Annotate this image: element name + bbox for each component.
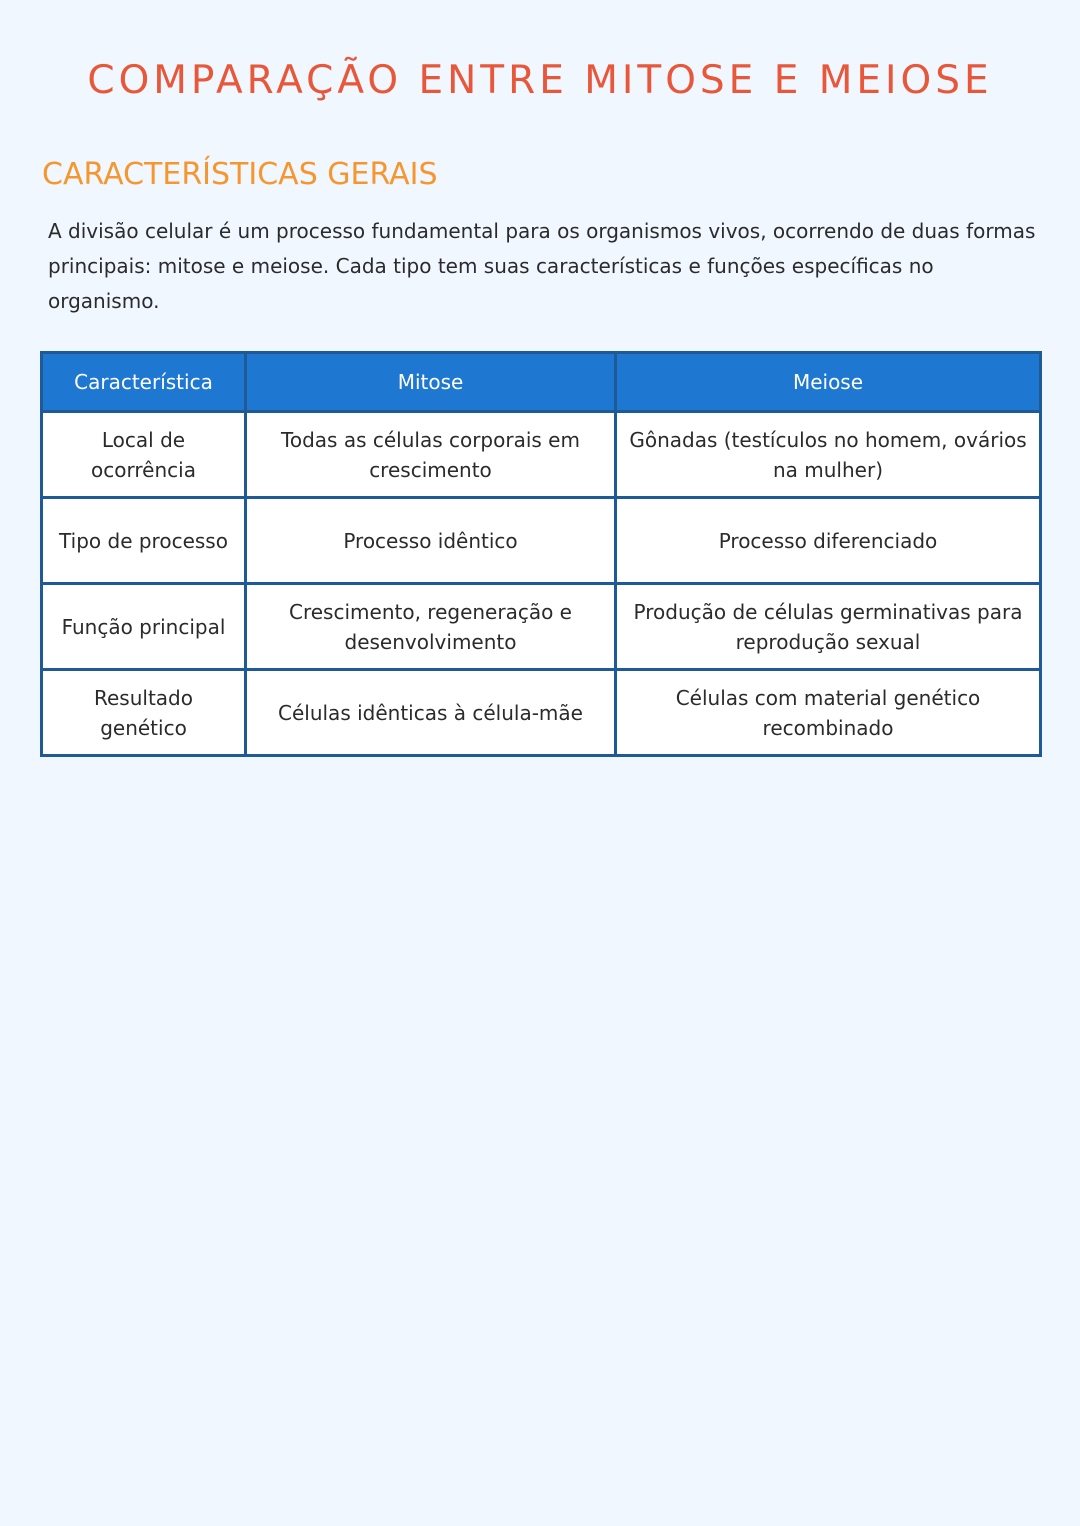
comparison-table bbox=[40, 351, 1042, 757]
meiose-cell: Gônadas (testículos no homem, ovários na mulher) bbox=[616, 412, 1041, 498]
mitose-cell: Células idênticas à célula-mãe bbox=[246, 670, 616, 756]
page-title: COMPARAÇÃO ENTRE MITOSE E MEIOSE bbox=[87, 58, 993, 103]
header-caracteristica: Característica bbox=[42, 353, 246, 412]
row-label: Função principal bbox=[42, 584, 246, 670]
meiose-cell: Processo diferenciado bbox=[616, 498, 1041, 584]
row-label: Local de ocorrência bbox=[42, 412, 246, 498]
table-header-row bbox=[42, 353, 1041, 412]
mitose-cell: Processo idêntico bbox=[246, 498, 616, 584]
meiose-cell: Células com material genético recombinado bbox=[616, 670, 1041, 756]
header-meiose: Meiose bbox=[616, 353, 1041, 412]
table-row bbox=[42, 412, 1041, 498]
table-row bbox=[42, 584, 1041, 670]
meiose-cell: Produção de células germinativas para reprodução sexual bbox=[616, 584, 1041, 670]
table-row bbox=[42, 498, 1041, 584]
row-label: Tipo de processo bbox=[42, 498, 246, 584]
row-label: Resultado genético bbox=[42, 670, 246, 756]
intro-paragraph: A divisão celular é um processo fundamental para os organismos vivos, ocorrendo de duas formas principais: mitose e meiose. Cada tipo tem suas características e funções específicas no organismo. bbox=[48, 219, 1036, 313]
section-heading: CARACTERÍSTICAS GERAIS bbox=[42, 157, 438, 192]
table-row bbox=[42, 670, 1041, 756]
mitose-cell: Crescimento, regeneração e desenvolvimento bbox=[246, 584, 616, 670]
mitose-cell: Todas as células corporais em crescimento bbox=[246, 412, 616, 498]
header-mitose: Mitose bbox=[246, 353, 616, 412]
